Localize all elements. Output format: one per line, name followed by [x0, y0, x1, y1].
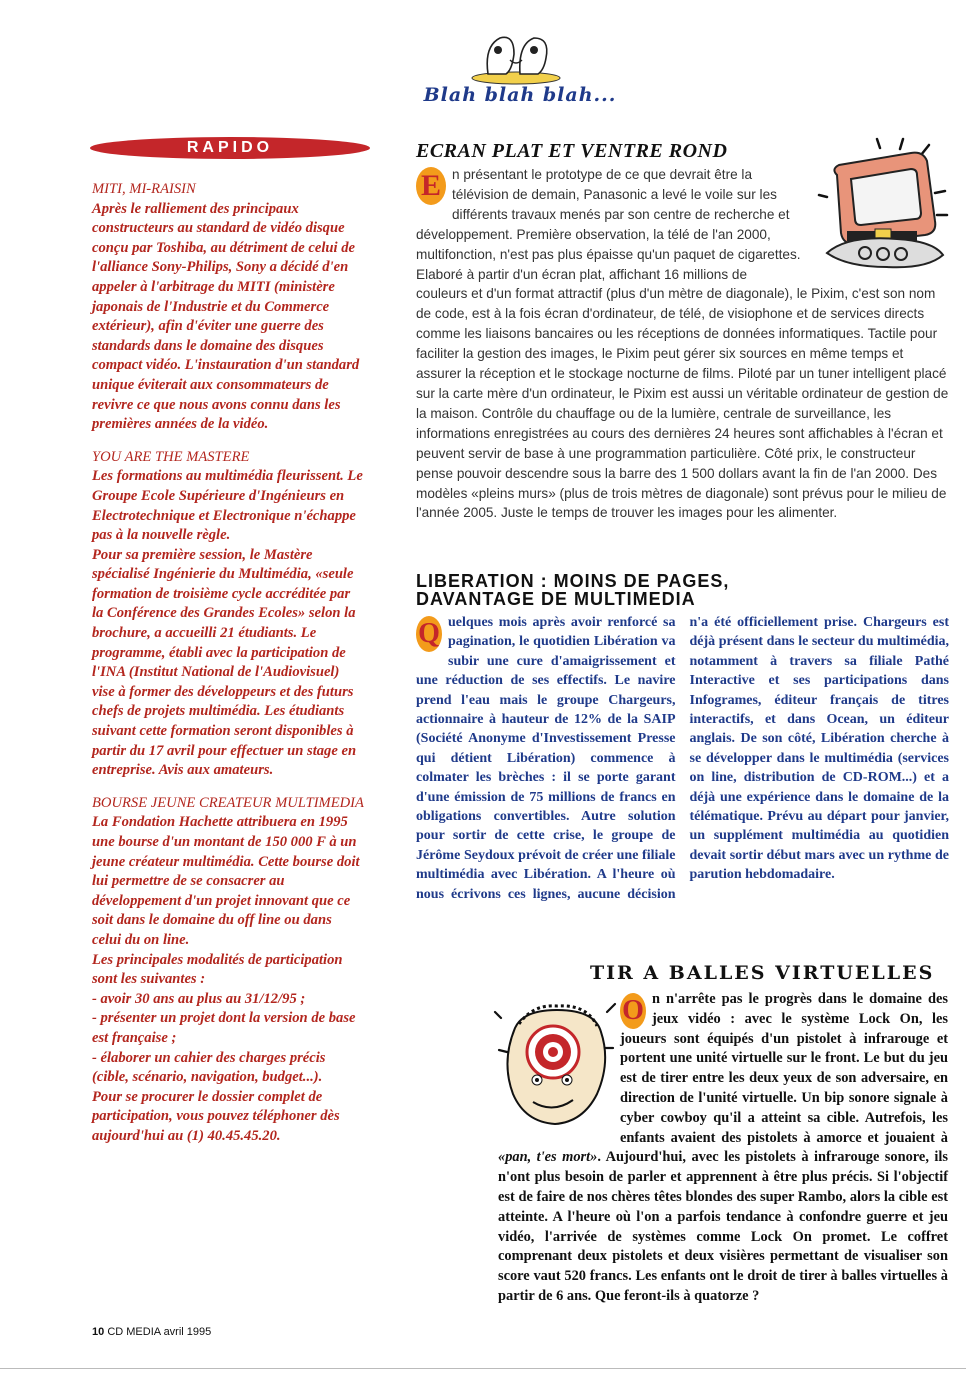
section-paragraph: Après le ralliement des principaux constructeurs au standard de vidéo disque conçu par Toshiba, au détriment de celui de l'alliance Sony-Philips, Sony a décidé d'en appeler à l'arbitrage du MITI (ministère japonais de l'Industrie et du Commerce extérieur), afin d'éviter une guerre des standards dans le domaine des disques compact vidéo. L'instauration d'un standard unique éviterait aux consommateurs de revivre ce que nous avons connu dans les premières années de la vidéo.	[92, 200, 360, 433]
section-title: BOURSE JEUNE CREATEUR MULTIMEDIA	[92, 794, 364, 811]
section-list-item: - avoir 30 ans au plus au 31/12/95 ;	[92, 990, 306, 1007]
article-title: LIBERATION : MOINS DE PAGES, DAVANTAGE DE MULTIMEDIA	[416, 571, 730, 609]
drop-cap: O	[620, 993, 646, 1029]
rapido-section	[92, 794, 364, 1147]
section-list-item: - élaborer un cahier des charges précis (cible, scénario, navigation, budget...).	[92, 1049, 326, 1086]
bottom-rule	[0, 1368, 966, 1369]
article-text: n n'arrête pas le progrès dans le domaine des jeux vidéo : avec le système Lock On, les joueurs sont équipés d'un pistolet à infrarouge et portent une unité virtuelle sur le front. Le but du jeu est de tirer entre les deux yeux de son adversaire, en direction de l'unité virtuelle. Un bip sonore signale à cyber cowboy qu'il a atteint sa cible. Autrefois, les enfants avaient des pistolets à amorce et jouaient à	[620, 991, 948, 1146]
rapido-section	[92, 448, 364, 781]
article-quote: «pan, t'es mort»	[498, 1149, 598, 1166]
page-number: 10	[92, 1326, 105, 1338]
drop-cap: E	[416, 167, 446, 205]
article-title: TIR A BALLES VIRTUELLES	[590, 962, 935, 984]
article-text: . Aujourd'hui, avec les pistolets à infrarouge sonore, ils n'ont plus besoin de parler et apprennent à être plus précis. Si l'objectif est de faire de nos chères têtes blondes des super Rambo, alors la cible est atteinte. A l'heure où l'on a parfois tendance à confondre guerre et jeu vidéo, l'arrivée de systèmes comme Lock On promet. Le coffret comprenant deux pistolets et deux visières permettant de visualiser son score vaut 520 francs. Les enfants ont le droit de tirer à balles virtuelles à partir de 6 ans. Que feront-ils à quatorze ?	[498, 1149, 948, 1304]
section-title: YOU ARE THE MASTERE	[92, 448, 250, 465]
header-illustration	[466, 24, 566, 86]
section-list-item: - présenter un projet dont la version de base est française ;	[92, 1010, 356, 1046]
article-tir-body	[498, 990, 948, 1307]
rapido-column	[92, 180, 364, 1147]
page-footer	[92, 1326, 211, 1338]
header-title: Blah blah blah...	[423, 84, 617, 106]
article-liberation-body	[416, 613, 949, 904]
section-paragraph: Les principales modalités de participation sont les suivantes :	[92, 951, 343, 988]
issue-date: avril 1995	[163, 1326, 212, 1338]
section-paragraph: La Fondation Hachette attribuera en 1995 une bourse d'un montant de 150 000 F à un jeune créateur multimédia. Cette bourse doit lui permettre de se consacrer au développement d'un projet innovant que ce soit dans le domaine du off line ou dans celui du on line.	[92, 814, 360, 948]
tv-illustration	[807, 135, 957, 273]
rapido-banner: RAPIDO	[90, 137, 370, 159]
article-text: n présentant le prototype de ce que devrait être la télévision de demain, Panasonic a levé le voile sur les différents travaux menés par son centre de recherche et développement. Première observation, la télé de l'an 2000, multifonction, n'est pas plus épaisse qu'un paquet de cigarettes. Elaboré à partir d'un écran plat, affichant 16 millions de couleurs et d'un format attractif (plus d'un mètre de diagonale), le Pixim, c'est son nom de code, est à la fois écran d'ordinateur, de télé, de visiophone et de services directs comme les liaisons bancaires ou les réceptions de données informatiques. Tactile pour faciliter la gestion des images, le Pixim peut gérer six sources en même temps et assurer la réception et le stockage nocturne de films. Piloté par un tuner intelligent placé sur la carte mère d'un ordinateur, le Pixim est aussi un véritable ordinateur de gestion de la maison. Contrôle du chauffage ou de la lumière, centrale de surveillance, les informations enregistrées au cours des dernières 24 heures sont affichables à l'écran et peuvent servir de base à une programmation particulière. Côté prix, le constructeur pense pouvoir descendre sous la barre des 1 500 dollars avant la fin de l'an 2000. Des modèles «pleins murs» (plus de trois mètres de diagonale) sont prévus pour le milieu de l'année 2005. Juste le temps de trouver les images pour les alimenter.	[416, 167, 949, 521]
section-paragraph: Les formations au multimédia fleurissent. Le Groupe Ecole Supérieure d'Ingénieurs en Electrotechnique et Electronique n'échappe pas à la nouvelle règle.	[92, 468, 363, 544]
section-title: MITI, MI-RAISIN	[92, 181, 196, 197]
section-paragraph: Pour se procurer le dossier complet de participation, vous pouvez téléphoner dès aujourd'hui au (1) 40.45.45.20.	[92, 1088, 340, 1144]
rapido-section	[92, 180, 364, 435]
drop-cap: Q	[416, 616, 442, 652]
article-ecran-body	[416, 165, 949, 523]
section-paragraph: Pour sa première session, le Mastère spécialisé Ingénierie du Multimédia, «seule formation de troisième cycle accréditée par la Conférence des Grandes Ecoles» selon la brochure, a accueilli 21 étudiants. Le programme, établi avec la participation de l'INA (Institut National de l'Audiovisuel) vise à former des développeurs et des futurs chefs de projets multimédia. Les étudiants suivant cette formation seront disponibles à partir du 17 avril pour effectuer un stage en entreprise. Avis aux amateurs.	[92, 546, 357, 779]
article-text: uelques mois après avoir renforcé sa pagination, le quotidien Libération va subir une cure d'amaigrissement et une réduction de ses effectifs. Le navire prend l'eau mais le groupe Chargeurs, actionnaire à hauteur de 12% de la SAIP (Société Anonyme d'Investissement Presse qui détient Libération) commence à colmater les brèches : il se porte garant d'une émission de 75 millions de francs en obligations convertibles. Autre solution pour sortir de cette crise, le groupe de Jérôme Seydoux prévoit de créer une filiale multimédia avec Libération. A l'heure où nous écrivons ces lignes, aucune décision n'a été officiellement prise. Chargeurs est déjà présent dans le secteur du multimédia, notamment à travers sa filiale Pathé Interactive et ses participations dans Infogrames, éditeur français de titres interactifs, et dans Ocean, un éditeur anglais. De son côté, Libération cherche à se développer dans le multimédia (services on line, distribution de CD-ROM...) et a déjà une expérience dans le domaine de la télématique. Prévu au départ pour janvier, un supplément multimédia au quotidien devait sortir début mars avec un rythme de parution hebdomadaire.	[416, 615, 949, 902]
magazine-name: CD MEDIA	[107, 1326, 161, 1338]
article-title: ECRAN PLAT ET VENTRE ROND	[416, 140, 728, 162]
